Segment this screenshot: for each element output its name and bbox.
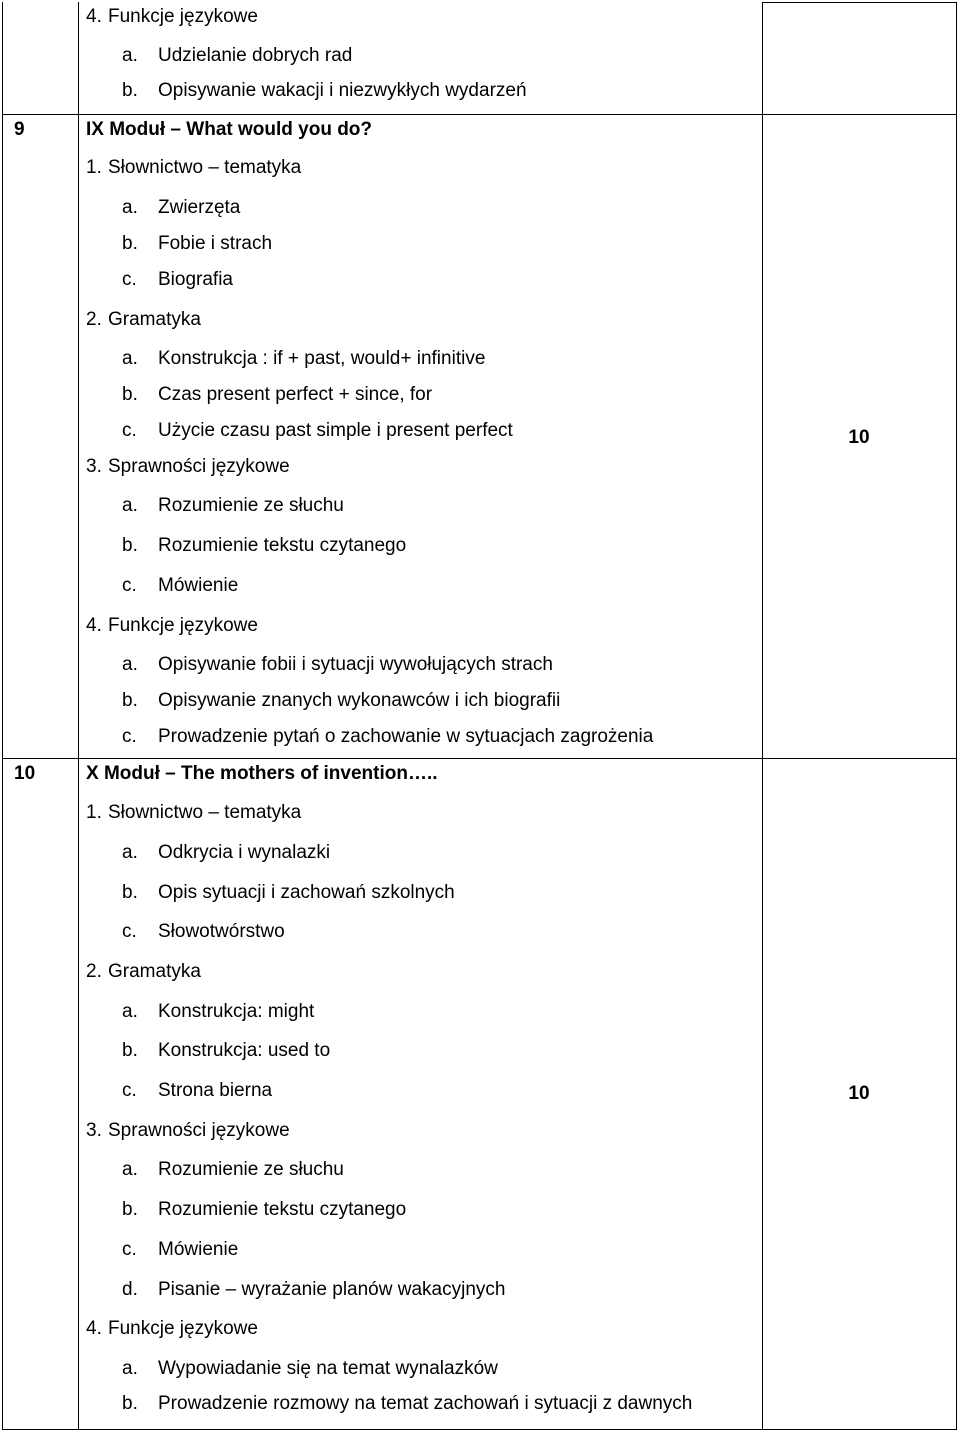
outline-item: [122, 535, 406, 557]
outline-text: Sprawności językowe: [108, 1120, 290, 1141]
outline-text: Pisanie – wyrażanie planów wakacyjnych: [158, 1279, 506, 1300]
outline-item: [122, 654, 553, 676]
outline-item: [122, 1040, 330, 1062]
outline-marker: 2.: [86, 961, 102, 982]
outline-text: Gramatyka: [108, 961, 201, 982]
outline-item: [122, 45, 352, 67]
outline-text: Rozumienie tekstu czytanego: [158, 1199, 407, 1220]
row-divider-9: [2, 114, 957, 115]
outline-heading: [86, 961, 201, 983]
outline-item: [122, 233, 272, 255]
outline-marker: b.: [122, 80, 138, 101]
outline-item: [122, 1393, 692, 1415]
module-title-9: IX Moduł – What would you do?: [86, 119, 373, 140]
row-number-10: 10: [14, 763, 36, 784]
outline-item: [122, 197, 240, 219]
outline-marker: a.: [122, 842, 138, 863]
table-column-divider-1: [78, 2, 79, 1430]
outline-text: Fobie i strach: [158, 233, 273, 254]
outline-marker: c.: [122, 420, 137, 441]
outline-marker: 2.: [86, 309, 102, 330]
outline-item: [122, 269, 233, 291]
outline-marker: c.: [122, 1239, 137, 1260]
outline-text: Konstrukcja: might: [158, 1001, 315, 1022]
outline-heading: [86, 157, 301, 179]
outline-marker: b.: [122, 1040, 138, 1061]
outline-item: [122, 575, 238, 597]
outline-text: Gramatyka: [108, 309, 201, 330]
outline-marker: d.: [122, 1279, 138, 1300]
outline-marker: a.: [122, 45, 138, 66]
outline-marker: 1.: [86, 802, 102, 823]
outline-item: [122, 80, 527, 102]
hours-value-10: 10: [848, 1083, 870, 1104]
outline-text: Wypowiadanie się na temat wynalazków: [158, 1358, 498, 1379]
outline-marker: 4.: [86, 6, 102, 27]
outline-text: Konstrukcja: used to: [158, 1040, 331, 1061]
outline-text: Opisywanie fobii i sytuacji wywołujących strach: [158, 654, 553, 675]
outline-item: [122, 348, 485, 370]
outline-text: Opisywanie wakacji i niezwykłych wydarzeń: [158, 80, 527, 101]
outline-heading: [86, 802, 301, 824]
outline-text: Funkcje językowe: [108, 615, 258, 636]
outline-marker: c.: [122, 575, 137, 596]
outline-marker: b.: [122, 882, 138, 903]
outline-marker: c.: [122, 269, 137, 290]
outline-item: [122, 921, 285, 943]
outline-marker: b.: [122, 535, 138, 556]
outline-marker: 3.: [86, 1120, 102, 1141]
outline-text: Rozumienie tekstu czytanego: [158, 535, 407, 556]
table-border-bottom: [2, 1429, 957, 1430]
outline-marker: b.: [122, 1393, 138, 1414]
outline-marker: b.: [122, 233, 138, 254]
row-number-9: 9: [14, 119, 25, 140]
outline-item: [122, 842, 330, 864]
outline-item: [122, 1080, 272, 1102]
outline-item: [122, 882, 455, 904]
table-border-top: [762, 2, 957, 3]
outline-item: [122, 495, 344, 517]
outline-marker: c.: [122, 726, 137, 747]
outline-marker: 1.: [86, 157, 102, 178]
outline-item: [122, 1239, 238, 1261]
hours-value-9: 10: [848, 427, 870, 448]
outline-text: Mówienie: [158, 575, 239, 596]
outline-text: Odkrycia i wynalazki: [158, 842, 331, 863]
outline-text: Sprawności językowe: [108, 456, 290, 477]
outline-text: Użycie czasu past simple i present perfect: [158, 420, 513, 441]
outline-item: [122, 1159, 344, 1181]
outline-heading: [86, 456, 290, 478]
outline-text: Słownictwo – tematyka: [108, 802, 302, 823]
outline-text: Funkcje językowe: [108, 1318, 258, 1339]
outline-item: [122, 690, 560, 712]
outline-item: [122, 726, 653, 748]
outline-marker: b.: [122, 690, 138, 711]
outline-item: [122, 420, 513, 442]
table-border-right: [956, 2, 957, 1430]
outline-text: Czas present perfect + since, for: [158, 384, 433, 405]
outline-text: Funkcje językowe: [108, 6, 258, 27]
outline-marker: c.: [122, 1080, 137, 1101]
outline-marker: a.: [122, 654, 138, 675]
outline-marker: 3.: [86, 456, 102, 477]
outline-marker: a.: [122, 348, 138, 369]
outline-text: Zwierzęta: [158, 197, 241, 218]
outline-heading: [86, 6, 258, 28]
outline-text: Mówienie: [158, 1239, 239, 1260]
table-column-divider-2: [762, 2, 763, 1430]
outline-marker: a.: [122, 1358, 138, 1379]
outline-item: [122, 384, 432, 406]
outline-marker: b.: [122, 1199, 138, 1220]
outline-text: Słowotwórstwo: [158, 921, 285, 942]
outline-marker: 4.: [86, 1318, 102, 1339]
outline-item: [122, 1001, 314, 1023]
outline-marker: c.: [122, 921, 137, 942]
outline-item: [122, 1358, 498, 1380]
outline-text: Rozumienie ze słuchu: [158, 1159, 344, 1180]
outline-text: Opis sytuacji i zachowań szkolnych: [158, 882, 455, 903]
outline-marker: b.: [122, 384, 138, 405]
outline-text: Rozumienie ze słuchu: [158, 495, 344, 516]
outline-text: Prowadzenie pytań o zachowanie w sytuacjach zagrożenia: [158, 726, 654, 747]
outline-text: Konstrukcja : if + past, would+ infinitive: [158, 348, 486, 369]
outline-heading: [86, 615, 258, 637]
outline-marker: a.: [122, 1159, 138, 1180]
outline-marker: 4.: [86, 615, 102, 636]
outline-heading: [86, 309, 201, 331]
outline-marker: a.: [122, 197, 138, 218]
outline-heading: [86, 1318, 258, 1340]
table-border-left: [2, 2, 3, 1430]
outline-text: Udzielanie dobrych rad: [158, 45, 353, 66]
outline-marker: a.: [122, 495, 138, 516]
outline-text: Opisywanie znanych wykonawców i ich biografii: [158, 690, 561, 711]
row-divider-10: [2, 758, 957, 759]
outline-item: [122, 1279, 505, 1301]
outline-text: Strona bierna: [158, 1080, 273, 1101]
outline-text: Słownictwo – tematyka: [108, 157, 302, 178]
outline-item: [122, 1199, 406, 1221]
outline-marker: a.: [122, 1001, 138, 1022]
outline-heading: [86, 1120, 290, 1142]
outline-text: Biografia: [158, 269, 233, 290]
outline-text: Prowadzenie rozmowy na temat zachowań i sytuacji z dawnych: [158, 1393, 693, 1414]
module-title-10: X Moduł – The mothers of invention…..: [86, 763, 438, 784]
